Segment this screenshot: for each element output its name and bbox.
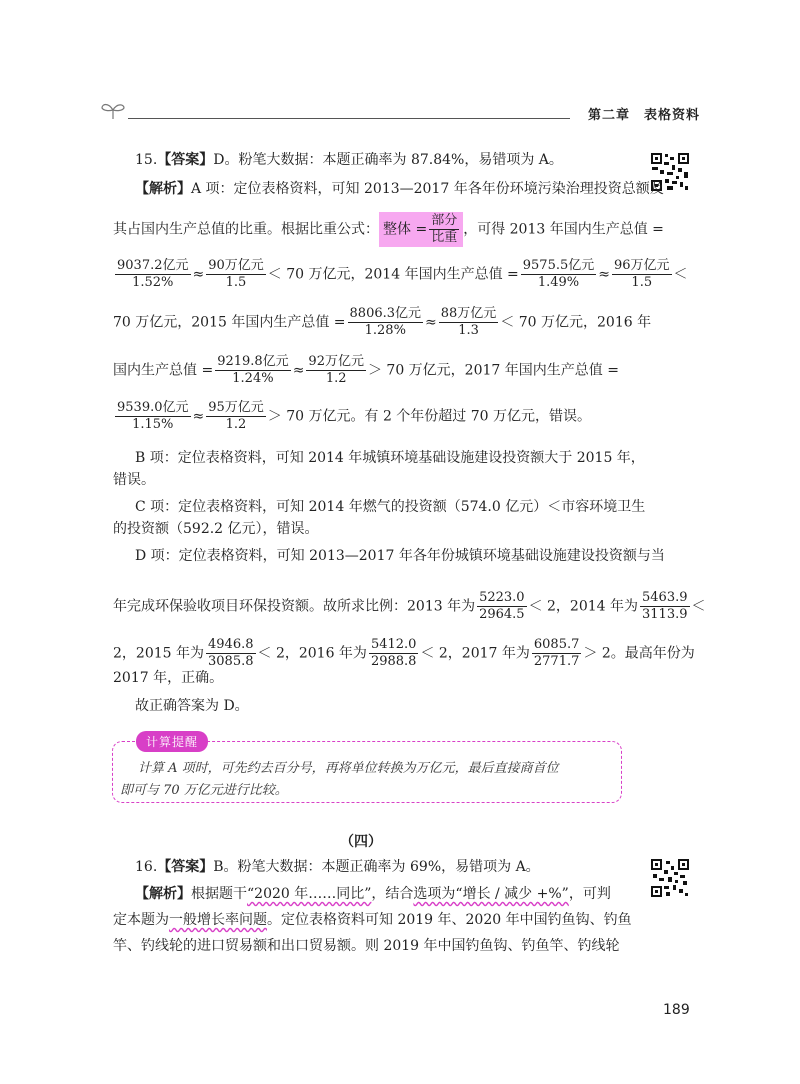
q15-analysis-line-3: $\frac{\text{9037.2亿元}}{1.52\%}$ ≈ $\frac{\text{90万亿元}}{1.5}$ ＜ 70 万亿元，2014 年国内生产总值 = $\frac{\text{9575.5亿元}}{1.49\%}$ ≈ $\frac{\text{96万亿元}}{1.5}$ ＜ bbox=[117, 258, 688, 290]
ratio-formula-highlight: 整体 = $\frac{\text{部分}}{\text{比重}}$ bbox=[379, 212, 463, 247]
qr-pattern bbox=[650, 858, 690, 898]
q15-option-b-line-1: B 项：定位表格资料，可知 2014 年城镇环境基础设施建设投资额大于 2015 年， bbox=[135, 450, 645, 466]
q15-option-d-line-1: D 项：定位表格资料，可知 2013—2017 年各年份城镇环境基础设施建设投资额与当 bbox=[135, 548, 665, 564]
q15-analysis-line-2: 其占国内生产总值的比重。根据比重公式： 整体 = $\frac{\text{部分}}{\text{比重}}$ ，可得 2013 年国内生产总值 = bbox=[113, 213, 664, 245]
q16-analysis-line-2: 定本题为一般增长率问题。定位表格资料可知 2019 年、2020 年中国钓鱼钩、钓鱼 bbox=[113, 912, 632, 928]
q15-option-c-line-1: C 项：定位表格资料，可知 2014 年燃气的投资额（574.0 亿元）＜市容环境卫生 bbox=[135, 499, 646, 515]
calculation-tip-tag: 计算提醒 bbox=[136, 731, 208, 752]
q15-final-answer: 故正确答案为 D。 bbox=[135, 698, 249, 714]
q15-option-b-line-2: 错误。 bbox=[113, 472, 155, 488]
q15-option-d-line-2: 年完成环保验收项目环保投资额。故所求比例：2013 年为 $\frac{5223.0}{2964.5}$ ＜ 2，2014 年为 $\frac{5463.9}{3113.9}$ ＜ bbox=[113, 590, 706, 622]
q15-option-d-line-4: 2017 年，正确。 bbox=[113, 670, 224, 686]
q16-analysis-line-3: 竿、钓线轮的进口贸易额和出口贸易额。则 2019 年中国钓鱼钩、钓鱼竿、钓线轮 bbox=[113, 938, 620, 954]
chapter-title: 第二章 表格资料 bbox=[587, 108, 700, 123]
header-rule bbox=[128, 118, 570, 119]
q15-analysis-line-1: 【解析】A 项：定位表格资料，可知 2013—2017 年各年份环境污染治理投资总额及 bbox=[135, 181, 664, 197]
running-header bbox=[100, 98, 700, 122]
calculation-tip-line-1: 计算 A 项时，可先约去百分号，再将单位转换为万亿元，最后直接商首位 bbox=[138, 761, 559, 776]
section-title: （四） bbox=[340, 834, 382, 850]
q15-analysis-line-4: 70 万亿元，2015 年国内生产总值 = $\frac{\text{8806.3亿元}}{1.28\%}$ ≈ $\frac{\text{88万亿元}}{1.3}$ ＜ 70 万亿元，2016 年 bbox=[113, 306, 652, 338]
q16-answer-line: 16.【答案】B。粉笔大数据：本题正确率为 69%，易错项为 A。 bbox=[135, 859, 540, 875]
qr-code-icon[interactable] bbox=[650, 858, 690, 898]
q15-analysis-line-6: $\frac{\text{9539.0亿元}}{1.15\%}$ ≈ $\frac{\text{95万亿元}}{1.2}$ ＞ 70 万亿元。有 2 个年份超过 70 万亿元，错误。 bbox=[117, 400, 592, 432]
calculation-tip-line-2: 即可与 70 万亿元进行比较。 bbox=[120, 783, 288, 798]
q15-analysis-line-5: 国内生产总值 = $\frac{\text{9219.8亿元}}{1.24\%}$ ≈ $\frac{\text{92万亿元}}{1.2}$ ＞ 70 万亿元，2017 年国内生产总值 = bbox=[113, 354, 619, 386]
q16-analysis-line-1: 【解析】根据题干“2020 年……同比”，结合选项为“增长 / 减少 +%”，可判 bbox=[135, 886, 611, 902]
q15-option-d-line-3: 2，2015 年为 $\frac{4946.8}{3085.8}$ ＜ 2，2016 年为 $\frac{5412.0}{2988.8}$ ＜ 2，2017 年为 $\frac{6085.7}{2771.7}$ ＞ 2。最高年份为 bbox=[113, 637, 695, 669]
page-number: 189 bbox=[663, 1002, 690, 1018]
q15-option-c-line-2: 的投资额（592.2 亿元），错误。 bbox=[113, 521, 319, 537]
q15-answer-line: 15.【答案】D。粉笔大数据：本题正确率为 87.84%，易错项为 A。 bbox=[135, 152, 563, 168]
sprout-icon bbox=[100, 100, 126, 120]
